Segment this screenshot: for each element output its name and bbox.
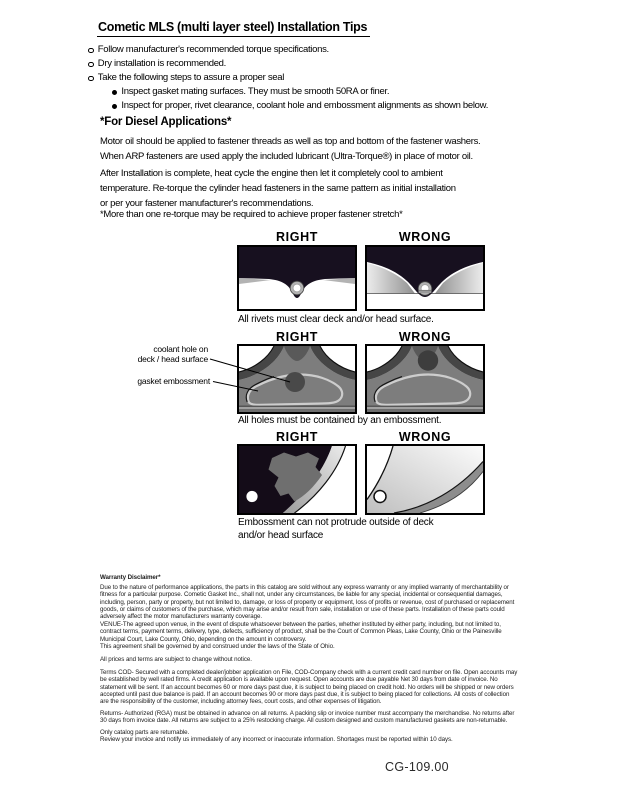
diesel-section-heading: *For Diesel Applications*: [100, 116, 232, 128]
diesel-paragraph-2: [100, 166, 456, 211]
wrong-label-row3: WRONG: [398, 430, 452, 444]
bolt-hole-icon: [374, 491, 386, 503]
list-item: [88, 57, 488, 71]
paragraph-line: After Installation is complete, heat cycle the engine then let it completely cool to ambient: [100, 168, 443, 179]
fineprint-line: contract terms, payment terms, delivery, type, defects, sufficiency of product, shall be the Court of Common Pleas, Lake County, Ohio or the Painesville: [100, 628, 502, 636]
label-line: coolant hole on: [153, 344, 208, 354]
paragraph-line: or per your fastener manufacturer's recommendations.: [100, 198, 314, 209]
page-title: Cometic MLS (multi layer steel) Installation Tips: [97, 20, 370, 37]
gasket-embossment-label: gasket embossment: [137, 376, 210, 386]
fineprint-line: including, person, party or property, but not limited to, damage, or loss of property or equipment, loss of profits or revenue, cost of purchased or replacement: [100, 598, 515, 606]
tip-text: Inspect gasket mating surfaces. They must be smooth 50RA or finer.: [121, 86, 390, 97]
retorque-note: [100, 207, 403, 222]
rivet-caption: All rivets must clear deck and/or head surface.: [238, 314, 434, 325]
tip-text: Inspect for proper, rivet clearance, coolant hole and embossment alignments as shown below.: [121, 100, 489, 111]
tip-text: Dry installation is recommended.: [97, 58, 227, 69]
returns-paragraph: [100, 710, 514, 725]
fineprint-line: goods, or claims of customers of the purchase, which may arise and/or result from sale, installation or use of these parts. Installation of these parts could: [100, 605, 505, 613]
fineprint-line: Returns- Authorized (RGA) must be obtained in advance on all returns. A packing slip or invoice number must accompany the merchandise. No returns after: [100, 710, 515, 717]
fineprint-line: Municipal Court, Lake County, Ohio, depending on the amount in controversy.: [100, 635, 307, 643]
bullet-circle-icon: [88, 62, 94, 68]
list-item: [112, 85, 488, 99]
right-label-row2: RIGHT: [276, 330, 318, 344]
fineprint-line: statement will be sent. If an account becomes 60 or more days past due, it is subject to being placed on credit hold. No orders will be shipped or new orders: [100, 683, 514, 691]
rivet-wrong-panel: [365, 245, 485, 311]
bolt-hole-icon: [246, 491, 257, 502]
right-label-row1: RIGHT: [276, 230, 318, 244]
warranty-disclaimer-heading: Warranty Disclaimer*: [100, 574, 161, 581]
fineprint-line: This agreement shall be governed by and construed under the laws of the State of Ohio.: [100, 642, 335, 650]
fineprint-line: Only catalog parts are returnable.: [100, 729, 190, 736]
rivet-wrong-illustration: [367, 247, 483, 309]
hole-right-illustration: [239, 346, 355, 412]
embossment-caption: [238, 516, 433, 542]
tip-text: Take the following steps to assure a proper seal: [97, 72, 285, 83]
coolant-hole-icon: [285, 372, 305, 392]
embossment-right-panel: [237, 444, 357, 515]
fineprint-line: 30 days from invoice date. All returns are subject to a 25% restocking charge. All custom designed and custom manufactured gaskets are non-returnable.: [100, 717, 508, 725]
paragraph-line: temperature. Re-torque the cylinder head fasteners in the same pattern as initial installation: [100, 183, 456, 194]
bullet-circle-icon: [88, 48, 94, 54]
fineprint-line: accepted until past due balance is paid. If an account becomes 90 or more days past due, it is subject to being placed for collections. All costs of collection: [100, 690, 510, 698]
paragraph-line: When ARP fasteners are used apply the included lubricant (Ultra-Torque®) in place of motor oil.: [100, 151, 473, 162]
fineprint-line: fitness for a particular purpose. Cometic Gasket Inc., shall not, under any circumstances, be liable for any special, incidental or consequential damages,: [100, 591, 503, 599]
label-line: deck / head surface: [137, 353, 208, 364]
terms-paragraph: [100, 669, 517, 705]
coolant-hole-label: [108, 345, 208, 364]
warranty-paragraph: [100, 584, 514, 620]
hole-wrong-panel: [365, 344, 485, 414]
right-label-row3: RIGHT: [276, 430, 318, 444]
fineprint-line: be established by well rated firms. A credit application is available upon request. Open accounts are due payable Net 30 days from date of invoice. No: [100, 676, 498, 684]
wrong-label-row2: WRONG: [398, 330, 452, 344]
coolant-hole-icon: [418, 350, 438, 370]
hole-caption: All holes must be contained by an embossment.: [238, 415, 442, 426]
bullet-dot-icon: [112, 90, 117, 95]
hole-wrong-illustration: [367, 346, 483, 412]
list-item: [88, 71, 488, 85]
fineprint-line: Terms COD- Secured with a completed dealer/jobber application on File, COD-Company check with a current credit card number on file. Open accounts may: [100, 669, 518, 676]
bullet-circle-icon: [88, 76, 94, 82]
embossment-wrong-illustration: [367, 446, 483, 513]
tip-text: Follow manufacturer's recommended torque specifications.: [97, 44, 329, 55]
fineprint-line: are the responsibility of the customer, including attorney fees, court costs, and other expenses of litigation.: [100, 698, 382, 705]
page-code: CG-109.00: [385, 760, 449, 774]
hole-right-panel: [237, 344, 357, 414]
list-item: [112, 99, 488, 113]
fineprint-line: VENUE-The agreed upon venue, in the event of dispute whatsoever between the parties, whether instituted by either party, including, but not limited to,: [100, 621, 501, 628]
paragraph-line: *More than one re-torque may be required to achieve proper fastener stretch*: [100, 209, 403, 220]
catalog-returns-paragraph: [100, 729, 453, 744]
bullet-dot-icon: [112, 104, 117, 109]
fineprint-line: Review your invoice and notify us immediately of any incorrect or inaccurate information. Shortages must be reported within 10 days.: [100, 736, 453, 744]
list-item: [88, 43, 488, 57]
diesel-paragraph-1: [100, 134, 480, 164]
embossment-right-illustration: [239, 446, 355, 513]
rivet-right-illustration: [239, 247, 355, 309]
install-tips-list: [88, 43, 488, 113]
rivet-right-panel: [237, 245, 357, 311]
paragraph-line: Motor oil should be applied to fastener threads as well as top and bottom of the fastener washers.: [100, 136, 481, 147]
caption-line: and/or head surface: [238, 530, 324, 541]
fineprint-line: All prices and terms are subject to change without notice.: [100, 656, 252, 663]
fineprint-line: adversely affect the motor manufacturers warranty coverage.: [100, 613, 262, 620]
venue-paragraph: [100, 621, 502, 650]
wrong-label-row1: WRONG: [398, 230, 452, 244]
prices-paragraph: [100, 656, 252, 663]
embossment-wrong-panel: [365, 444, 485, 515]
caption-line: Embossment can not protrude outside of deck: [238, 517, 434, 528]
fineprint-line: Due to the nature of performance applications, the parts in this catalog are sold without any express warranty or any implied warranty of merchantability or: [100, 584, 509, 591]
